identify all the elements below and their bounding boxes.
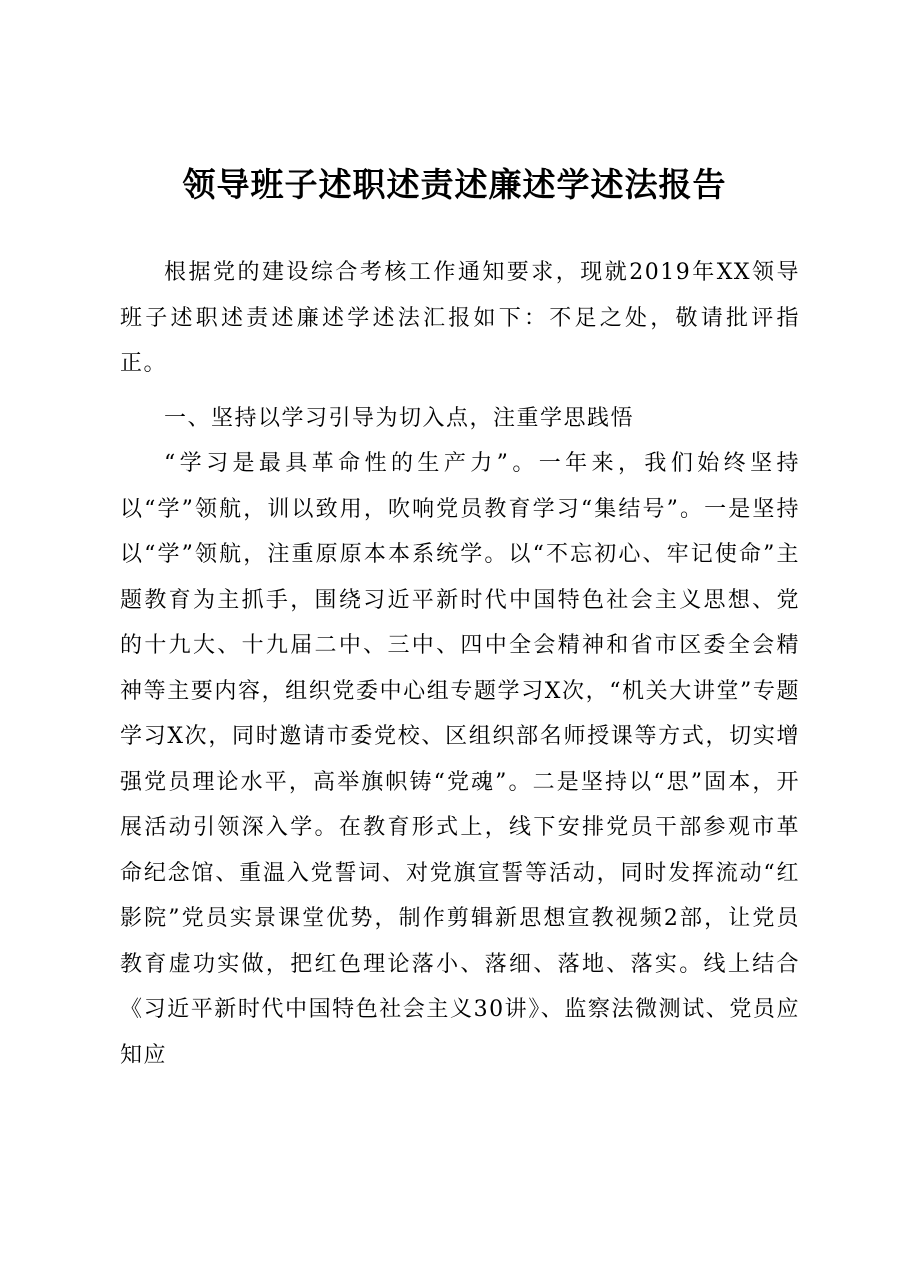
section-heading-1: 一、坚持以学习引导为切入点，注重学思践悟 (164, 405, 635, 431)
section-1-paragraph: “学习是最具革命性的生产力”。一年来，我们始终坚持以“学”领航，训以致用，吹响党员教育学习“集结号”。一是坚持以“学”领航，注重原原本本系统学。以“不忘初心、牢记使命”主题教育为主抓手，围绕习近平新时代中国特色社会主义思想、党的十九大、十九届二中、三中、四中全会精神和省市区委全会精神等主要内容，组织党委中心组专题学习X次，“机关大讲堂”专题学习X次，同时邀请市委党校、区组织部名师授课等方式，切实增强党员理论水平，高举旗帜铸“党魂”。二是坚持以“思”固本，开展活动引领深入学。在教育形式上，线下安排党员干部参观市革命纪念馆、重温入党誓词、对党旗宣誓等活动，同时发挥流动“红影院”党员实景课堂优势，制作剪辑新思想宣教视频2部，让党员教育虚功实做，把红色理论落小、落细、落地、落实。线上结合《习近平新时代中国特色社会主义30讲》、监察法微测试、党员应知应 (120, 451, 800, 1068)
document-title: 领导班子述职述责述廉述学述法报告 (182, 165, 727, 204)
intro-paragraph: 根据党的建设综合考核工作通知要求，现就2019年XX领导班子述职述责述廉述学述法汇报如下：不足之处，敬请批评指正。 (120, 260, 800, 376)
document-body (120, 250, 800, 1078)
